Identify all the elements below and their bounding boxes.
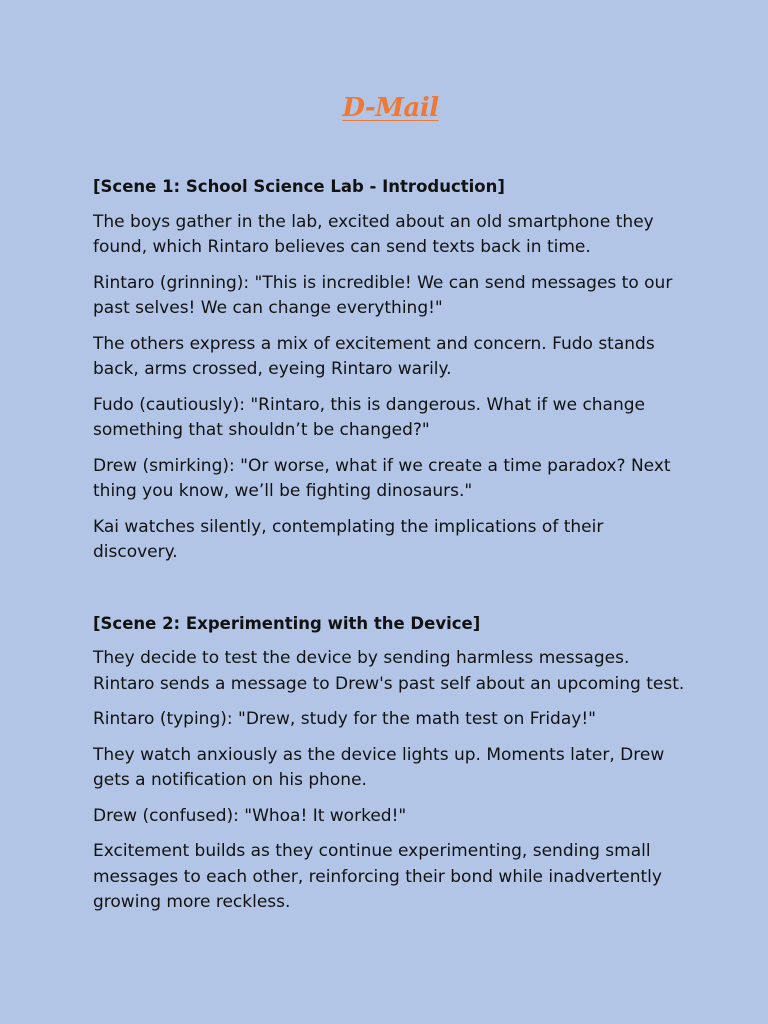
paragraph: They decide to test the device by sending harmless messages. Rintaro sends a message to Drew's past self about an upcoming test.	[93, 648, 685, 694]
paragraph: Drew (smirking): "Or worse, what if we create a time paradox? Next thing you know, we’ll be fighting dinosaurs."	[93, 455, 671, 501]
paragraph: They watch anxiously as the device lights up. Moments later, Drew gets a notification on his phone.	[93, 744, 665, 790]
scene-heading: [Scene 2: Experimenting with the Device]	[93, 613, 481, 633]
paragraph: The boys gather in the lab, excited about an old smartphone they found, which Rintaro believes can send texts back in time.	[93, 211, 654, 257]
paragraph: Rintaro (typing): "Drew, study for the math test on Friday!"	[93, 709, 596, 729]
scene-1	[93, 174, 688, 566]
paragraph: The others express a mix of excitement and concern. Fudo stands back, arms crossed, eyeing Rintaro warily.	[93, 333, 655, 379]
paragraph: Rintaro (grinning): "This is incredible! We can send messages to our past selves! We can change everything!"	[93, 272, 673, 318]
paragraph: Excitement builds as they continue experimenting, sending small messages to each other, reinforcing their bond while inadvertently growing more reckless.	[93, 841, 662, 912]
scene-2	[93, 611, 688, 916]
paragraph: Kai watches silently, contemplating the implications of their discovery.	[93, 516, 604, 562]
paragraph: Drew (confused): "Whoa! It worked!"	[93, 805, 407, 826]
paragraph: Fudo (cautiously): "Rintaro, this is dangerous. What if we change something that shouldn’t be changed?"	[93, 394, 646, 440]
scene-heading: [Scene 1: School Science Lab - Introduction]	[93, 177, 505, 196]
document-title: D-Mail	[342, 93, 439, 123]
